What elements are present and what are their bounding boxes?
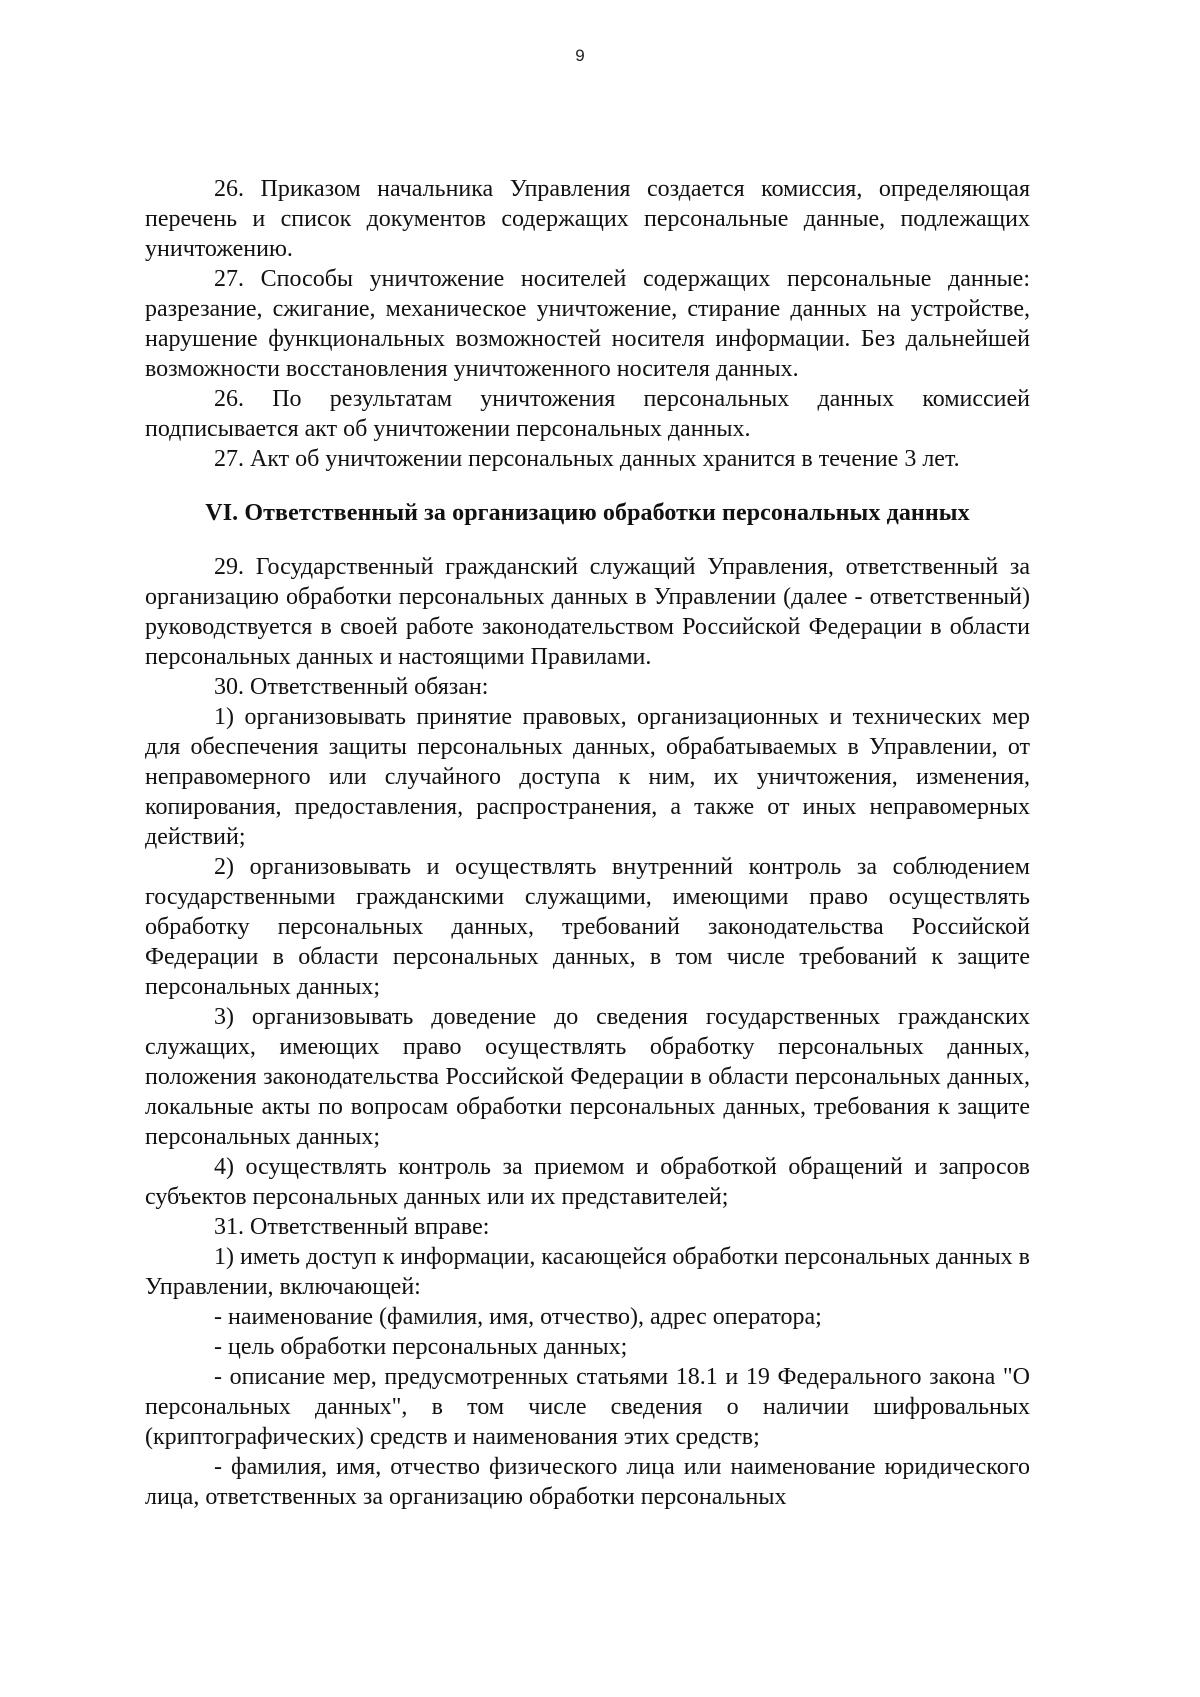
obligation-item-2: 2) организовывать и осуществлять внутренний контроль за соблюдением государственными гражданскими служащими, имеющими право осуществлять обработку персональных данных, требований законодательства Российской Федерации в области персональных данных, в том числе требований к защите персональных данных; [145,854,1030,1000]
obligation-item-4: 4) осуществлять контроль за приемом и обработкой обращений и запросов субъектов персональных данных или их представителей; [145,1154,1030,1210]
info-list-item-responsible-names: - фамилия, имя, отчество физического лица или наименование юридического лица, ответственных за организацию обработки персональных [145,1454,1030,1510]
paragraph-31-rights: 31. Ответственный вправе: [214,1214,490,1240]
info-list-item-operator: - наименование (фамилия, имя, отчество), адрес оператора; [214,1304,822,1330]
obligation-item-1: 1) организовывать принятие правовых, организационных и технических мер для обеспечения защиты персональных данных, обрабатываемых в Управлении, от неправомерного или случайного доступа к ним, их уничтожения, изменения, копирования, предоставления, распространения, а также от иных неправомерных действий; [145,704,1030,850]
paragraph-26-destruction-act: 26. По результатам уничтожения персональных данных комиссией подписывается акт об уничтожении персональных данных. [145,386,1030,442]
section-heading: VI. Ответственный за организацию обработки персональных данных [205,500,970,526]
obligation-item-3: 3) организовывать доведение до сведения государственных гражданских служащих, имеющих право осуществлять обработку персональных данных, положения законодательства Российской Федерации в области персональных данных, локальные акты по вопросам обработки персональных данных, требования к защите персональных данных; [145,1004,1030,1150]
page-number: 9 [575,46,585,65]
info-list-item-measures: - описание мер, предусмотренных статьями 18.1 и 19 Федерального закона "О персональных данных", в том числе сведения о наличии шифровальных (криптографических) средств и наименования этих средств; [145,1364,1030,1450]
paragraph-27-act-storage: 27. Акт об уничтожении персональных данных хранится в течение 3 лет. [214,446,960,472]
info-list-item-purpose: - цель обработки персональных данных; [214,1334,628,1360]
document-body [145,174,1030,1512]
paragraph-27-destruction-methods: 27. Способы уничтожение носителей содержащих персональные данные: разрезание, сжигание, механическое уничтожение, стирание данных на устройстве, нарушение функциональных возможностей носителя информации. Без дальнейшей возможности восстановления уничтоженного носителя данных. [145,266,1030,382]
paragraph-30-obligations: 30. Ответственный обязан: [214,674,489,700]
paragraph-26-commission: 26. Приказом начальника Управления создается комиссия, определяющая перечень и список документов содержащих персональные данные, подлежащих уничтожению. [145,176,1030,262]
rights-item-1: 1) иметь доступ к информации, касающейся обработки персональных данных в Управлении, включающей: [145,1244,1030,1300]
paragraph-29-responsible-person: 29. Государственный гражданский служащий Управления, ответственный за организацию обработки персональных данных в Управлении (далее - ответственный) руководствуется в своей работе законодательством Российской Федерации в области персональных данных и настоящими Правилами. [145,554,1030,670]
